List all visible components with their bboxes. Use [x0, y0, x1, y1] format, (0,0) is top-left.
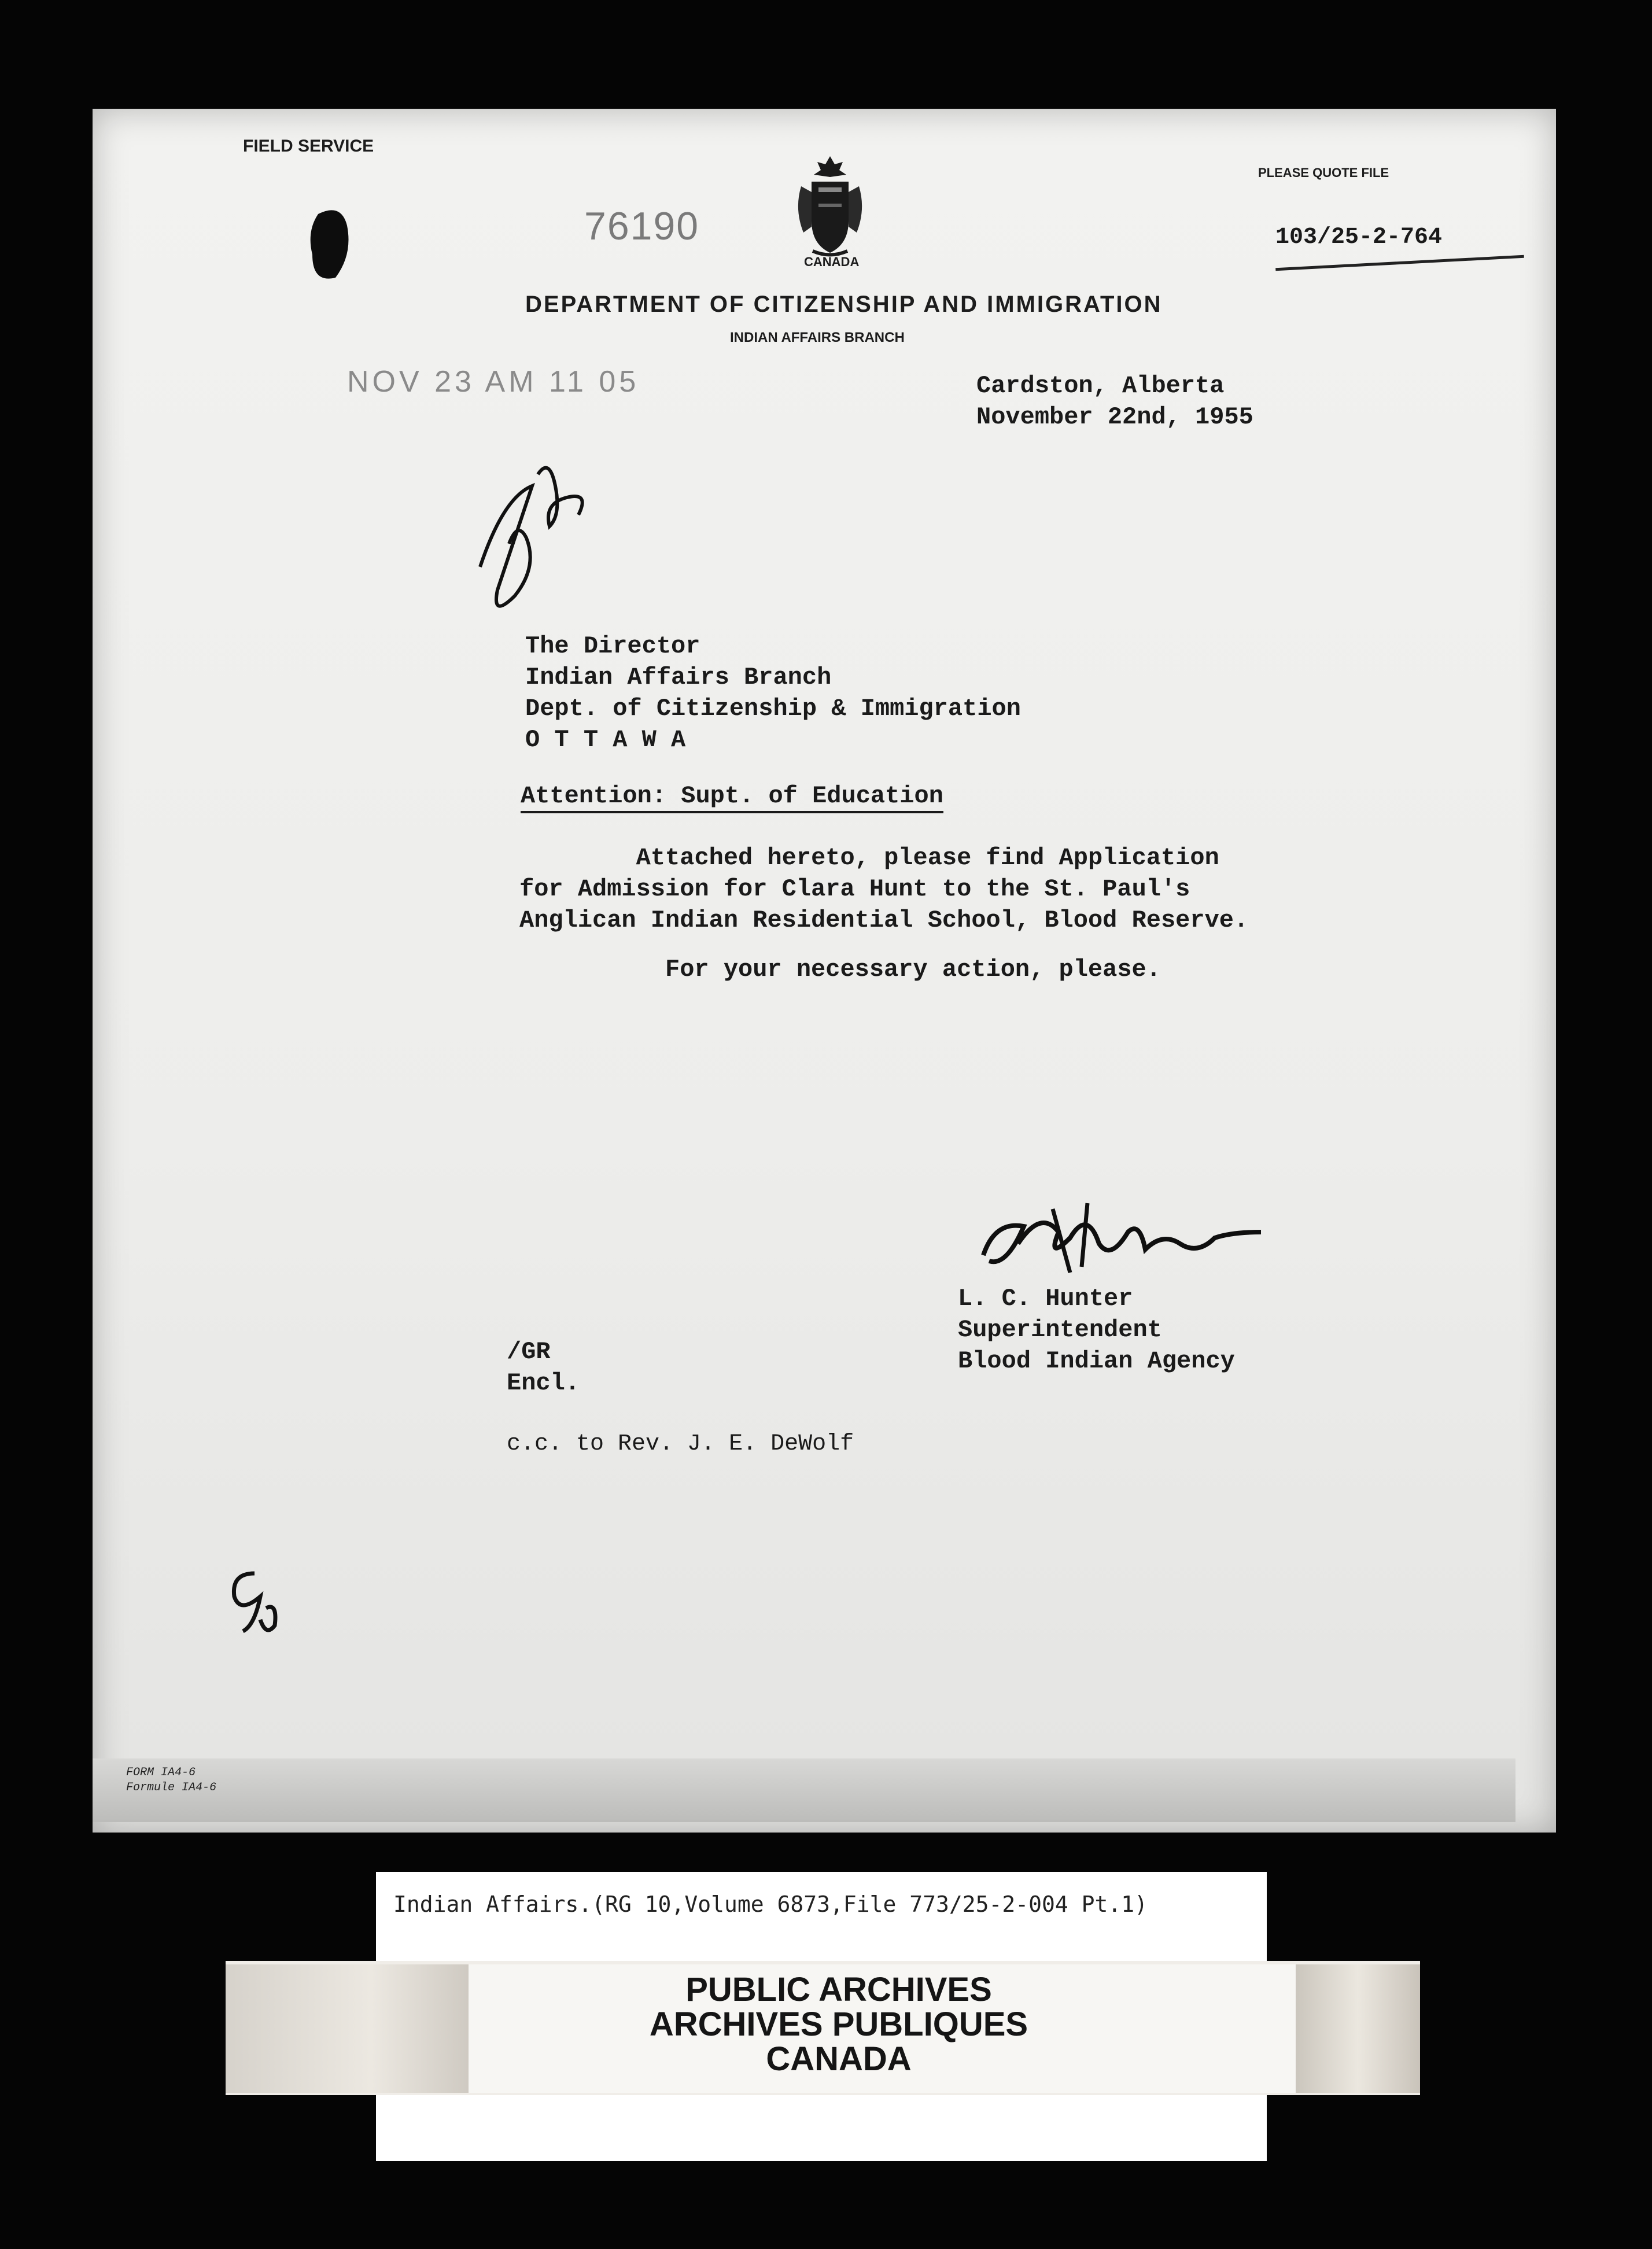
recipient-line-2: Indian Affairs Branch [525, 663, 832, 691]
handwritten-number [220, 1562, 289, 1643]
body-line-3: Anglican Indian Residential School, Blood Reserve. [519, 906, 1249, 934]
carbon-copy-line: c.c. to Rev. J. E. DeWolf [507, 1431, 854, 1457]
signer-agency: Blood Indian Agency [958, 1347, 1235, 1375]
stamp-number: 76190 [584, 204, 700, 248]
signer-title: Superintendent [958, 1316, 1162, 1344]
recipient-address [525, 631, 1021, 755]
typist-initials [507, 1336, 580, 1399]
date-line: November 22nd, 1955 [976, 403, 1253, 431]
file-number: 103/25-2-764 [1275, 224, 1443, 250]
signature-block [958, 1283, 1235, 1377]
form-number-fr: Formule IA4-6 [126, 1781, 217, 1794]
initials-line: /GR [507, 1338, 551, 1366]
branch-name: INDIAN AFFAIRS BRANCH [730, 330, 905, 345]
form-number [126, 1765, 216, 1795]
field-service-label: FIELD SERVICE [243, 137, 374, 156]
letter-body [519, 842, 1283, 936]
canada-coat-of-arms-icon [790, 152, 871, 259]
attention-line: Attention: Supt. of Education [521, 782, 943, 813]
handwritten-signature [972, 1197, 1273, 1284]
handwritten-annotation [463, 451, 636, 625]
recipient-line-3: Dept. of Citizenship & Immigration [525, 695, 1021, 722]
public-archives-stamp [584, 1973, 1093, 2077]
ink-blot [301, 202, 370, 289]
body-line-2: for Admission for Clara Hunt to the St. Paul's [519, 875, 1190, 903]
form-number-en: FORM IA4-6 [126, 1766, 196, 1779]
archive-stamp-line-2: ARCHIVES PUBLIQUES [649, 2005, 1028, 2043]
tape-left [226, 1964, 469, 2093]
received-date-stamp: NOV 23 AM 11 05 [347, 365, 640, 399]
place-line: Cardston, Alberta [976, 372, 1225, 400]
department-name: DEPARTMENT OF CITIZENSHIP AND IMMIGRATION [525, 292, 1163, 317]
recipient-line-1: The Director [525, 632, 700, 660]
enclosure-line: Encl. [507, 1369, 580, 1397]
archive-stamp-line-1: PUBLIC ARCHIVES [685, 1971, 992, 2008]
recipient-line-4: O T T A W A [525, 726, 686, 754]
action-line: For your necessary action, please. [665, 956, 1161, 983]
canada-label: CANADA [804, 255, 860, 269]
archive-reference: Indian Affairs.(RG 10,Volume 6873,File 773/25-2-004 Pt.1) [393, 1892, 1148, 1917]
archive-stamp-line-3: CANADA [766, 2040, 912, 2078]
place-date [976, 370, 1253, 433]
please-quote-file-label: PLEASE QUOTE FILE [1258, 165, 1389, 180]
body-line-1: Attached hereto, please find Application [519, 844, 1219, 872]
signer-name: L. C. Hunter [958, 1285, 1133, 1312]
tape-right [1296, 1964, 1420, 2093]
letter-footer-strip [93, 1758, 1515, 1822]
